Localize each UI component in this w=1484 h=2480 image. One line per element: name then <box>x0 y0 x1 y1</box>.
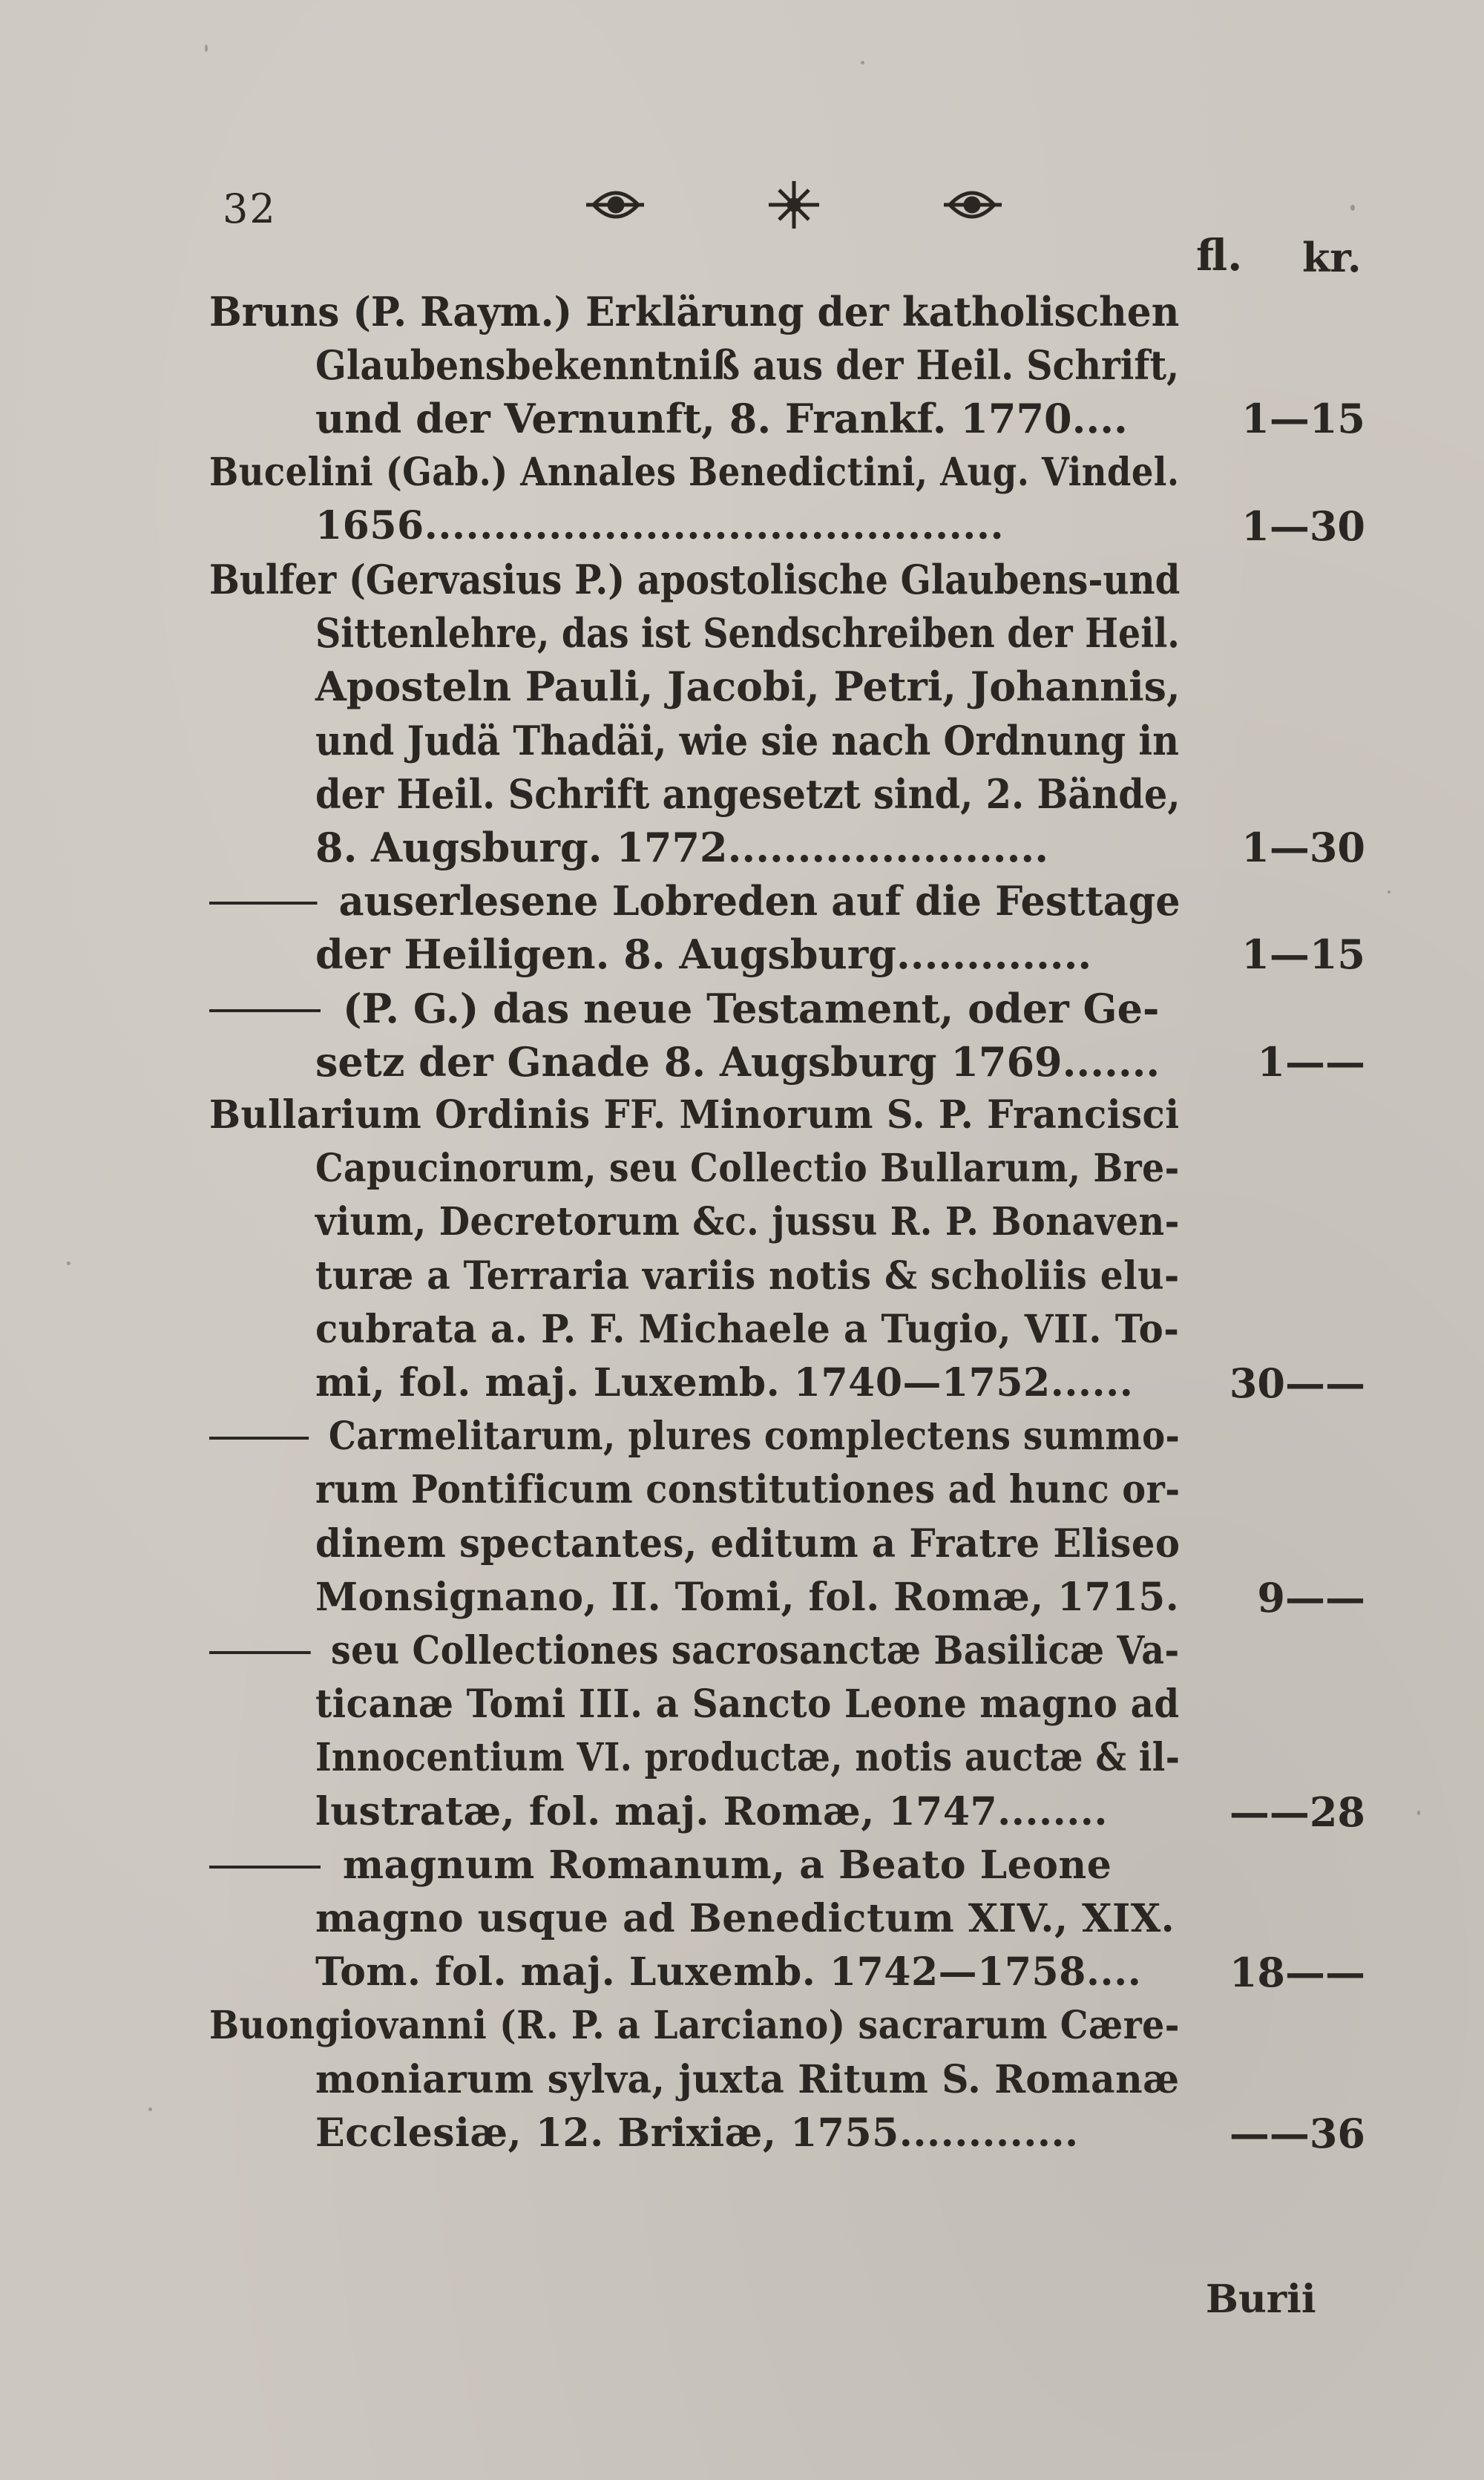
entry-text-content: moniarum sylva, juxta Ritum S. Romanæ <box>315 2057 1180 2102</box>
entry-text <box>315 1304 1179 1356</box>
entry-text-content: dinem spectantes, editum a Fratre Eliseo <box>315 1521 1181 1567</box>
entry-text <box>209 1625 1180 1677</box>
entry-text <box>315 1732 1180 1784</box>
entry-text <box>315 660 1181 712</box>
entry-line <box>0 983 1484 1034</box>
speck <box>861 61 864 65</box>
entry-text-content: Bullarium Ordinis FF. Minorum S. P. Francisci <box>209 1092 1180 1138</box>
entry-line <box>0 875 1484 927</box>
entry-line <box>0 1464 1484 1516</box>
entry-text-content: 1656.......................................... <box>315 503 1005 548</box>
entry-text <box>315 1036 1160 1088</box>
entry-price: ——28 <box>1229 1788 1365 1836</box>
entry-text-content: turæ a Terraria variis notis & scholiis elu- <box>315 1253 1180 1299</box>
entry-line <box>0 393 1484 445</box>
entry-price: 1—30 <box>1241 824 1365 871</box>
entry-text <box>315 1357 1133 1409</box>
entry-text-content: vium, Decretorum &c. jussu R. P. Bonaven- <box>315 1199 1180 1244</box>
column-header-florin: fl. <box>1196 230 1243 281</box>
entry-line <box>0 1893 1484 1945</box>
entry-text <box>209 875 1181 927</box>
entry-text-content: rum Pontificum constitutiones ad hunc or- <box>315 1467 1181 1512</box>
entry-text <box>209 447 1180 499</box>
entry-line <box>0 286 1484 338</box>
entry-text <box>315 607 1180 659</box>
entry-line <box>0 1840 1484 1892</box>
entry-text <box>315 1518 1181 1570</box>
entry-text-content: Carmelitarum, plures complectens summo- <box>328 1414 1181 1459</box>
entry-line <box>0 2107 1484 2159</box>
entry-line <box>0 500 1484 552</box>
entry-line <box>0 1946 1484 1998</box>
entry-text <box>315 1946 1141 1998</box>
entry-text <box>315 2054 1180 2106</box>
entry-text <box>209 1089 1180 1141</box>
entry-text-content: lustratæ, fol. maj. Romæ, 1747........ <box>315 1789 1109 1834</box>
entry-line <box>0 554 1484 606</box>
entry-text-content: seu Collectiones sacrosanctæ Basilicæ Va- <box>330 1628 1180 1673</box>
entry-text-content: Glaubensbekenntniß aus der Heil. Schrift, <box>315 341 1180 389</box>
entry-line <box>0 447 1484 499</box>
entry-text <box>315 1250 1180 1302</box>
entry-text-content: 8. Augsburg. 1772....................... <box>315 824 1049 871</box>
entry-text-content: setz der Gnade 8. Augsburg 1769....... <box>315 1038 1160 1086</box>
entry-text-content: cubrata a. P. F. Michaele a Tugio, VII. To- <box>315 1307 1180 1352</box>
entry-text <box>315 339 1179 391</box>
entry-line <box>0 821 1484 873</box>
entry-line <box>0 1089 1484 1141</box>
entry-text <box>315 1572 1179 1624</box>
ditto-dash <box>209 1437 309 1440</box>
entry-line <box>0 1036 1484 1088</box>
entry-text-content: Bulfer (Gervasius P.) apostolische Glaubens-und <box>209 556 1181 603</box>
ditto-dash <box>209 1009 321 1012</box>
entry-text-content: magnum Romanum, a Beato Leone <box>343 1843 1112 1888</box>
entry-text-content: Innocentium VI. productæ, notis auctæ & il- <box>315 1735 1181 1780</box>
entry-text-content: magno usque ad Benedictum XIV., XIX. <box>315 1896 1175 1941</box>
entry-price: 1—15 <box>1241 931 1365 978</box>
entry-text-content: Ecclesiæ, 12. Brixiæ, 1755............. <box>315 2110 1079 2156</box>
entry-price: 18—— <box>1229 1949 1365 1996</box>
entry-text <box>315 768 1181 820</box>
entry-text <box>315 1196 1180 1248</box>
entry-text <box>209 1411 1180 1463</box>
entry-price: 1—30 <box>1241 502 1365 550</box>
entry-text <box>315 1893 1175 1945</box>
entry-text <box>315 1679 1180 1731</box>
entry-text <box>315 1786 1108 1838</box>
entry-text <box>315 928 1091 980</box>
entry-text-content: Bucelini (Gab.) Annales Benedictini, Aug. Vindel. <box>209 450 1180 495</box>
entry-text <box>209 2000 1180 2052</box>
entry-line <box>0 1250 1484 1302</box>
entry-text-content: auserlesene Lobreden auf die Festtage <box>338 877 1181 925</box>
entry-text <box>209 286 1179 338</box>
entry-text-content: Tom. fol. maj. Luxemb. 1742—1758.... <box>315 1949 1142 1995</box>
speck <box>205 45 208 52</box>
page-number: 32 <box>223 186 277 232</box>
entry-text <box>315 1143 1180 1195</box>
ditto-dash <box>209 902 318 905</box>
entry-text <box>209 1840 1112 1892</box>
entry-line <box>0 715 1484 767</box>
entry-text-content: mi, fol. maj. Luxemb. 1740—1752...... <box>315 1360 1134 1405</box>
header-ornament <box>586 175 1002 234</box>
entry-text-content: Monsignano, II. Tomi, fol. Romæ, 1715. <box>315 1575 1180 1620</box>
entry-line <box>0 768 1484 820</box>
entry-line <box>0 1304 1484 1356</box>
column-header-kreuzer: kr. <box>1302 234 1362 281</box>
entry-line <box>0 1679 1484 1731</box>
entry-text <box>315 500 1004 552</box>
entry-line <box>0 1786 1484 1838</box>
entry-text-content: Aposteln Pauli, Jacobi, Petri, Johannis, <box>315 663 1181 710</box>
entry-text <box>315 715 1179 767</box>
entry-text-content: Sittenlehre, das ist Sendschreiben der Heil. <box>315 609 1180 657</box>
entry-line <box>0 660 1484 712</box>
entry-line <box>0 1732 1484 1784</box>
entry-line <box>0 2054 1484 2106</box>
entry-line <box>0 928 1484 980</box>
entry-price: 9—— <box>1257 1574 1365 1621</box>
entry-price: 1—— <box>1257 1038 1365 1086</box>
entry-line <box>0 1572 1484 1624</box>
entry-text <box>315 1464 1181 1516</box>
entry-text <box>315 393 1128 445</box>
entry-text <box>209 983 1159 1034</box>
entry-line <box>0 607 1484 659</box>
entry-line <box>0 1196 1484 1248</box>
entry-text <box>315 2107 1079 2159</box>
entry-text <box>315 821 1048 873</box>
entry-text-content: und Judä Thadäi, wie sie nach Ordnung in <box>315 717 1179 764</box>
entry-text-content: ticanæ Tomi III. a Sancto Leone magno ad <box>315 1682 1180 1727</box>
entry-text-content: und der Vernunft, 8. Frankf. 1770.... <box>315 395 1128 442</box>
entry-text <box>209 554 1180 606</box>
entry-line <box>0 1411 1484 1463</box>
entry-price: ——36 <box>1229 2110 1365 2157</box>
entry-text-content: der Heil. Schrift angesetzt sind, 2. Bände, <box>315 770 1181 818</box>
entry-price: 1—15 <box>1241 395 1365 442</box>
entry-text-content: Capucinorum, seu Collectio Bullarum, Bre- <box>315 1146 1180 1191</box>
entry-line <box>0 2000 1484 2052</box>
entry-price: 30—— <box>1229 1359 1365 1407</box>
entry-text-content: (P. G.) das neue Testament, oder Ge- <box>343 985 1160 1032</box>
entry-text-content: Buongiovanni (R. P. a Larciano) sacrarum Cære- <box>209 2003 1180 2048</box>
entry-text-content: der Heiligen. 8. Augsburg.............. <box>315 931 1092 978</box>
catchword: Burii <box>1206 2277 1316 2322</box>
entry-line <box>0 1518 1484 1570</box>
entry-line <box>0 339 1484 391</box>
entry-line <box>0 1625 1484 1677</box>
ditto-dash <box>209 1651 311 1654</box>
ditto-dash <box>209 1866 321 1869</box>
entry-line <box>0 1357 1484 1409</box>
speck <box>1350 205 1355 211</box>
entry-line <box>0 1143 1484 1195</box>
entry-text-content: Bruns (P. Raym.) Erklärung der katholischen <box>209 288 1180 335</box>
